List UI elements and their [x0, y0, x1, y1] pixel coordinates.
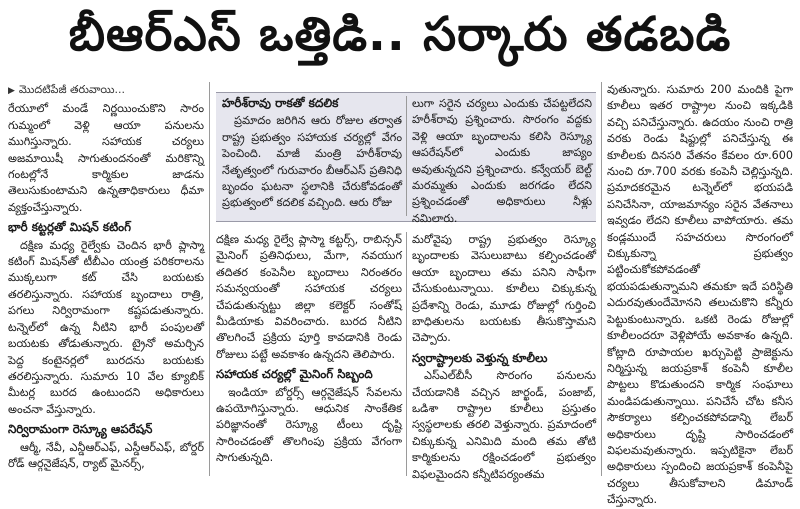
col3-paragraph-2: ఎస్ఎల్‌బీసీ సొరంగం పనులను చేయడానికి వచ్చిన జార్ఖండ్, పంజాబ్, ఒడిశా రాష్ట్రాల కూలీలు ప్రస్తుతం స్వస్థలాలకు తరలి వెళ్తున్నారు. ప్రమాదంలో చిక్కుకున్న ఎనిమిది మంది తమ తోటి కార్మికులను రక్షించడంలో ప్రభుత్వం విఫలమైందని కన్నీటిపర్యంతమ	[412, 369, 596, 481]
col2-paragraph-1: దక్షిణ మధ్య రైల్వే ప్లాస్మా కట్టర్స్, రాబిన్సన్ మైనింగ్ ప్రతినిధులు, మేగా, నవయుగ తదితర కంపెనీల బృందాలు నిరంతరం సమన్వయంతో సహాయక చర్యలు చేపడుతున్నట్టు జిల్లా కలెక్టర్ సంతోష్ మీడియాకు వివరించారు. బురద నీటిని తొలగించే ప్రక్రియ పూర్తి కావడానికి రెండు రోజులు పట్టే అవకాశం ఉన్నదని తెలిపారు.	[216, 233, 402, 361]
col3-subheading-1: స్వరాష్ట్రాలకు వెళ్తున్న కూలీలు	[412, 350, 548, 365]
sidebar-box-text-left: ప్రమాదం జరిగిన ఆరు రోజుల తర్వాత రాష్ట్ర ప్రభుత్వం సహాయక చర్యల్లో వేగం పెంచింది. మాజీ మంత్రి హరీశ్‌రావు నేతృత్వంలో గురువారం బీఆర్ఎస్ ప్రతినిధి బృందం ఘటనా స్థలానికి చేరుకోవడంతో ప్రభుత్వంలో కదలిక వచ్చింది. ఆరు రోజు	[222, 114, 402, 210]
col4-paragraph-1: వుతున్నారు. సుమారు 200 మందికి పైగా కూలీలు ఇతర రాష్ట్రాల నుంచి ఇక్కడికి వచ్చి పనిచేస్తున్నారు. ఉదయం నుంచి రాత్రి వరకు రెండు షిఫ్టుల్లో పనిచేస్తున్న ఈ కూలీలకు దినసరి వేతనం కేవలం రూ.600 నుంచి రూ.700 వరకు కంపెనీ చెల్లిస్తున్నది. ప్రమాదకరమైన టన్నెల్‌లో భయపడి పనిచేసినా, యాజమాన్యం సరైన వేతనాలు ఇవ్వడం లేదని కూలీలు వాపోయారు. తమ కండ్లముందే సహచరులు సొరంగంలో చిక్కుకున్నా ప్రభుత్వం పట్టించుకోకపోవడంతో భయపడుతున్నామని తమకూ ఇదే పరిస్థితి ఎదురవుతుందేమోనని తలుచుకొని కన్నీరు పెట్టుకుంటున్నారు. ఒకటి రెండు రోజుల్లో కూలీలందరూ వెళ్లిపోయే అవకాశం ఉన్నది. కోట్లాది రూపాయల ఖర్చుపెట్టి ప్రాజెక్టును నిర్మిస్తున్న జయప్రకాశ్ కంపెనీ కూలీల పొట్టలు కొడుతుందని కార్మిక సంఘాలు మండిపడుతున్నాయి. పనిచేసే చోట కనీస సౌకర్యాలు కల్పించకపోవడాన్ని లేబర్ అధికారులు దృష్టి సారించడంలో విఫలమవుతున్నారు. ఇప్పటికైనా లేబర్ అధికారులు స్పందించి జయప్రకాశ్ కంపెనీపై చర్యలు తీసుకోవాలని డిమాండ్ చేస్తున్నారు.	[607, 83, 793, 507]
col1-paragraph-3: ఆర్మీ, నేవీ, ఎన్డీఆర్ఎఫ్, ఎస్డీఆర్ఎఫ్, బోర్డర్ రోడ్ ఆర్గనైజేషన్, ర్యాట్ మైనర్స్,	[8, 440, 204, 470]
article-column-2	[216, 232, 402, 476]
article-column-4	[607, 82, 793, 507]
col2-paragraph-2: ఇండియా బోర్డర్స్ ఆర్గనైజేషన్ సేవలను ఉపయోగిస్తున్నారు. ఆధునిక సాంకేతిక పరిజ్ఞానంతో రెస్క్యూ టీంలు దృష్టి సారించడంతో తొలగింపు ప్రక్రియ వేగంగా సాగుతున్నది.	[216, 385, 402, 465]
kicker-text: మొదటిపేజీ తరువాయి...	[18, 83, 126, 96]
arrow-right-icon: ▶	[8, 86, 15, 96]
column-divider-1	[209, 82, 210, 476]
sidebar-box-text-right: లుగా సరైన చర్యలు ఎందుకు చేపట్టలేదని హరీశ్‌రావు ప్రశ్నించారు. సొరంగం వద్దకు వెళ్లి ఆయా బృందాలను కలిసి రెస్క్యూ ఆపరేషన్‌లో ఎందుకు జాప్యం అవుతున్నదని ప్రశ్నించారు. కన్వేయర్ బెల్ట్ మరమ్మతు ఎందుకు జరగడం లేదని ప్రశ్నించడంతో అధికారులు నీళ్లు నమిలారు.	[412, 97, 592, 225]
sidebar-box-left	[222, 95, 402, 217]
col3-paragraph-1: మరోవైపు రాష్ట్ర ప్రభుత్వం రెస్క్యూ బృందాలకు వెసులుబాటు కల్పించడంతో ఆయా బృందాలు తమ పనిని సాఫీగా చేసుకుంటున్నాయి. కూలీలు చిక్కుకున్న ప్రదేశాన్ని రెండు, మూడు రోజుల్లో గుర్తించి బాధితులను బయటకు తీసుకొస్తామని చెప్పారు.	[412, 233, 596, 345]
column-divider-3	[601, 82, 602, 476]
col1-paragraph-2: దక్షిణ మధ్య రైల్వేకు చెందిన భారీ ప్లాస్మా కటింగ్ మిషన్‌తో టీబీఎం యంత్ర పరికరాలను ముక్కలుగా కట్ చేసి బయటకు తరలిస్తున్నారు. సహాయక బృందాలు రాత్రి, పగలు నిర్విరామంగా కష్టపడుతున్నారు. టన్నెల్‌లో ఉన్న నీటిని భారీ పంపులతో బయటకు తోడుతున్నారు. ట్రైనో అమర్చిన పెద్ద కంటైనర్లలో బురదను బయటకు తరలిస్తున్నారు. సుమారు 10 వేల క్యూబిక్ మీటర్ల బురద ఉంటుందని అధికారులు అంచనా వేస్తున్నారు.	[8, 238, 204, 416]
col1-paragraph-1: రేయూలో మండే నిర్ణయించుకొని సారం గుమ్మంలో వెళ్లి ఆయా పనులను ముగిస్తున్నారు. సహాయక చర్యలు అజమాయిషీ సాగుతుందనంతో మరికొన్ని గంటల్లోనే కార్మికుల జాడను తెలుసుకుంటామని ఉన్నతాధికారులు ధీమా వ్యక్తంచేస్తున్నారు.	[8, 102, 204, 214]
sidebar-box-heading: హరీశ్‌రావు రాకతో కదలిక	[222, 96, 339, 110]
column-divider-2	[406, 232, 407, 476]
col2-subheading-1: సహాయక చర్యల్లో మైనింగ్ సిబ్బంది	[216, 367, 373, 382]
continued-kicker	[8, 82, 204, 99]
sidebar-box-right	[412, 96, 592, 225]
sidebar-box-divider	[406, 96, 407, 216]
article-column-3	[412, 232, 596, 481]
col1-subheading-1: భారీ కట్టర్లతో మిషన్ కటింగ్	[8, 220, 132, 235]
article-column-1	[8, 82, 204, 476]
col1-subheading-2: నిర్విరామంగా రెస్క్యూ ఆపరేషన్	[8, 422, 153, 437]
headline: బీఆర్ఎస్ ఒత్తిడి.. సర్కారు తడబడి	[68, 7, 732, 62]
